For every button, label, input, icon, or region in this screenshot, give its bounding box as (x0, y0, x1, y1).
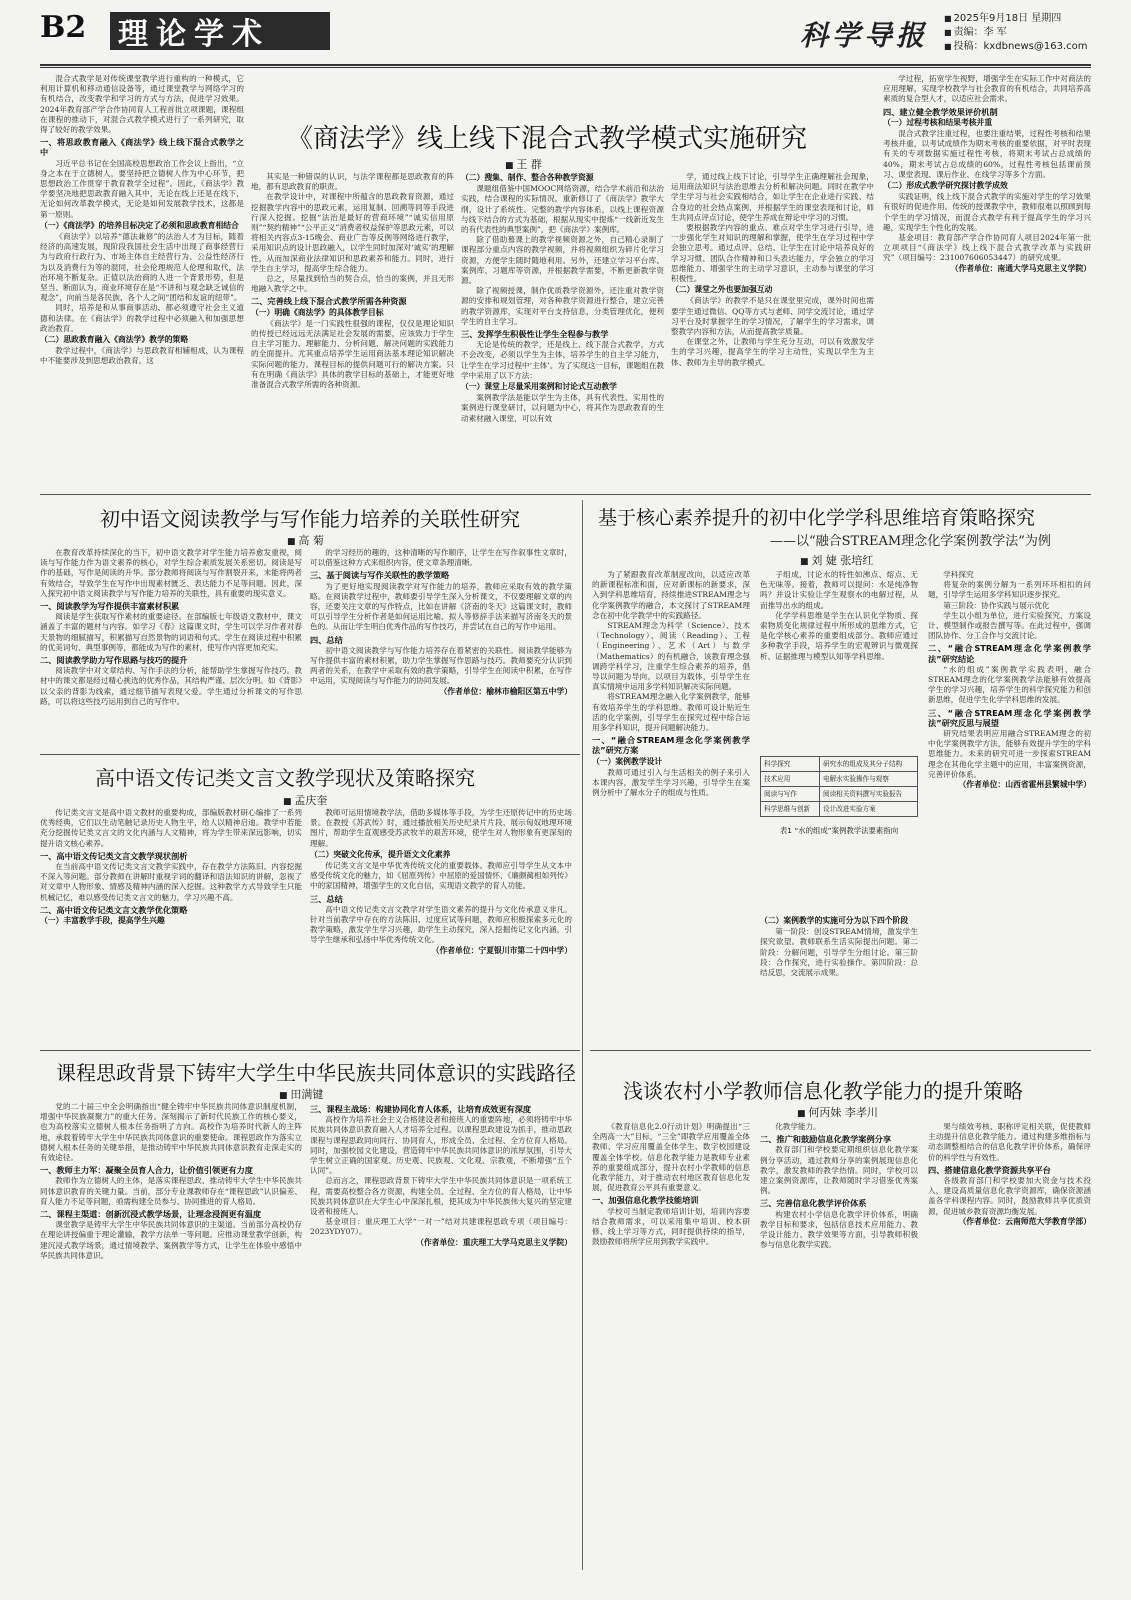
table-cell: 阅读与写作 (761, 787, 820, 802)
section-heading: 二、课程主渠道：创新沉浸式教学场景，让理念浸润更有温度 (40, 1209, 262, 1220)
article-column (760, 570, 918, 750)
paragraph: 学生以小组为单位，进行实验探究、方案设计、模型制作或报告撰写等。在此过程中，强调团队协作、分工合作与交流讨论。 (928, 610, 1091, 641)
article-column (310, 548, 572, 748)
paragraph: 第一阶段：创设STREAM情境，激发学生探究欲望。教师联系生活实际提出问题。第二阶段：分解问题，引导学生分组讨论。第三阶段：合作探究，进行实验操作。第四阶段：总结反思，交流展示成果。 (760, 927, 918, 978)
paragraph: 阅读是学生获取写作素材的重要途径。在部编版七年级语文教材中，课文涵盖了丰富的题材与内容。如学习《春》这篇课文时，学生可以学习作者对春天景物的细腻描写，积累描写自然景物的词语和句式。学生在阅读过程中积累的优美词句、典型事例等，都能成为写作的素材，使写作内容更加充实。 (40, 612, 302, 652)
paragraph: 混合式教学是对传统课堂教学进行重构的一种模式，它利用计算机和移动通信设备等，通过课堂教学与网络学习的有机结合，改变教学和学习的方式与方法，促进学习效果。2024年教育部产学合作协同育人工程首批立项课题，课程组在课程的推动下，对混合式教学模式进行了一系列研究，取得了较好的教学效果。 (40, 74, 244, 135)
paragraph: 子组成，讨论水的特性如沸点、熔点、无色无味等。接着，教师可以提问：水是纯净物吗？并设计实验让学生观察水的电解过程，从而推导出水的组成。 (760, 570, 918, 610)
table-cell: 技术应用 (761, 772, 820, 787)
section-heading: 二、完善线上线下混合式教学所需各种资源 (251, 296, 407, 307)
article-column (40, 548, 302, 748)
article-column (760, 1122, 918, 1562)
section-heading: 一、加强信息化教学技能培训 (592, 1195, 699, 1206)
table-cell: 科学思维与创新 (761, 802, 820, 817)
paragraph: 教育部门和学校要定期组织信息化教学案例分享活动，通过教师分享的案例展现信息化教学，激发教师的教学热情。同时，学校可以建立案例资源库，让教师随时学习借鉴优秀案例。 (760, 1145, 918, 1196)
section-heading: 一、阅读教学为写作提供丰富素材积累 (40, 601, 180, 612)
paragraph: 构建农村小学信息化教学评价体系，明确教学目标和要求，包括信息技术应用能力、教学设计能力、教学效果等方面，引导教师积极参与信息化教学实践。 (760, 1209, 918, 1250)
subsection-heading: （一）《商法学》的培养目标决定了必须和思政教育相结合 (40, 220, 239, 230)
author-affiliation: （作者单位：山西省霍州县繁城中学） (958, 780, 1091, 790)
section-heading: 三、“融合STREAM理念化学案例教学法”研究反思与展望 (928, 707, 1091, 728)
author-affiliation: （作者单位：重庆理工大学马克思主义学院） (416, 1237, 572, 1247)
paragraph: 混合式教学注重过程，也要注重结果，过程性考核和结果考核并重，以考试成绩作为期末考核的重要依据，对平时表现有关的专项数据实施过程性考核，将期末考试占总成绩的40%，期末考试占总成绩的60%，过程性考核包括课前预习、课堂表现、课后作业、在线学习等多个方面。 (883, 129, 1091, 179)
article-column (40, 74, 244, 488)
header-rule-thin (40, 67, 1091, 68)
paragraph: 学科探究 (943, 570, 974, 579)
article-column (40, 1102, 302, 1562)
section-heading: 一、“融合STREAM理念化学案例教学法”研究方案 (592, 735, 750, 756)
paragraph: 为了更好地实现阅读教学对写作能力的培养，教师应采取有效的教学策略。在阅读教学过程中，教师要引导学生深入分析课文，不仅要理解文章的内容，还要关注文章的写作特点，比如在讲解《济南的冬天》这篇课文时，教师可以引导学生分析作者是如何运用比喻、拟人等修辞手法来描写济南冬天的景色的。从而让学生明白优秀作品的写作技巧，并尝试在自己的写作中运用。 (310, 581, 572, 632)
section-heading: 二、高中语文传记类文言文教学优化策略 (40, 904, 188, 915)
paragraph: 在课堂之外，让教师与学生充分互动，可以有效激发学生的学习兴趣，提高学生的学习主动性，实现以学生为主体、教师为主导的教学模式。 (671, 337, 874, 367)
paragraph: 《商法学》的教学不是只在课堂里完成，课外时间也需要学生通过微信、QQ等方式与老师、同学交流讨论，通过学习平台及时掌握学生的学习情况，了解学生的学习需求，调整教学内容和方法，从而提高教学质量。 (671, 296, 874, 337)
paragraph: 案例教学法是能以学生为主体，具有代表性、实用性的案例进行课堂研讨，以问题为中心，将其作为思政教育的生动素材融入课堂，可以有效 (461, 393, 664, 423)
subsection-heading: （一）明确《商法学》的具体教学目标 (251, 307, 384, 317)
article-author: ■ 孟庆奎 (283, 792, 327, 808)
table-cell: 阅读相关资料撰写实验报告 (820, 787, 918, 802)
paragraph: 党的二十届三中全会明确指出“健全铸牢中华民族共同体意识制度机制，增强中华民族凝聚力”的重大任务。深刻揭示了新时代民族工作的核心要义，也为高校落实立德树人根本任务指明了方向。高校作为培养时代新人的主阵地，承载着铸牢大学生中华民族共同体意识的重要使命。课程思政作为落实立德树人根本任务的关键举措，是推动铸牢中华民族共同体意识教育走深走实的有效途径。 (40, 1102, 302, 1163)
article-title: 基于核心素养提升的初中化学学科思维培育策略探究 (598, 507, 1036, 529)
paragraph: 研究结果表明应用融合STREAM理念的初中化学案例教学方法，能够有效提升学生的学科思维能力。未来的研究可进一步探索STREAM理念在其他化学主题中的应用，丰富案例资源，完善评价体系。 (928, 729, 1091, 779)
author-affiliation: （作者单位：榆林市榆阳区第五中学） (439, 686, 572, 696)
article-title: 高中语文传记类文言文教学现状及策略探究 (95, 766, 475, 790)
paragraph: 课题组借鉴中国MOOC网络资源，结合学术前沿和法治实践，结合课程的实际情况，重新修订了《商法学》教学大纲，设计了系统性、完整的教学内容体系，以线上课程资源与线下结合的方式为基础，根据从现实中提炼“一线新近发生的有代表性的典型案例”，把《商法学》案例库。 (461, 184, 664, 235)
paragraph: 化教学能力。 (775, 1122, 821, 1131)
paragraph: 化学学科思维是学生在认识化学物质、探索物质变化规律过程中所形成的思维方式，它是化学核心素养的重要组成部分。教师应通过多种教学手段，培养学生的宏观辨识与微观探析、证据推理与模型认知等学科思维。 (760, 610, 918, 661)
section-banner (110, 12, 330, 50)
section-heading: 四、总结 (310, 634, 343, 645)
paragraph: 教师可通过引入与生活相关的例子来引入本课内容，激发学生学习兴趣，引导学生在案例分析中了解水分子的组成与性质。 (592, 767, 750, 798)
header-rule (40, 64, 1091, 66)
paragraph: 的学习经历的趣的，这种清晰的写作顺序，让学生在写作叙事性文章时，可以借鉴这种方式来组织内容，使文章条理清晰。 (310, 548, 572, 568)
paragraph: 在教育改革持续深化的当下，初中语文教学对学生能力培养愈发重视，阅读与写作能力作为语文素养的核心，对学生综合素质发展关系密切。阅读是写作的基础，写作是阅读的升华。部分教师将阅读与写作割裂开来，未能将两者有效结合，导致学生在写作中出现素材匮乏、表达能力不足等问题。因此，深入探究初中语文阅读教学与写作能力培养的关联性，具有重要的现实意义。 (40, 548, 302, 598)
paragraph: 将复杂的案例分解为一系列环环相扣的问题，引导学生运用多学科知识逐步探究。 (928, 580, 1091, 600)
masthead: 科学导报 (800, 19, 929, 52)
section-heading: 二、阅读教学助力写作思路与技巧的提升 (40, 655, 188, 666)
paragraph: 将STREAM理念融入化学案例教学，能够有效培养学生的学科思维。教师可设计贴近生活的化学案例，引导学生在探究过程中综合运用多学科知识，提升问题解决能力。 (592, 692, 750, 733)
paragraph: 果与绩效考核、职称评定相关联，促使教师主动提升信息化教学能力。通过构建多维指标与动态调整相结合的信息化教学评价体系，确保评价的科学性与有效性。 (928, 1122, 1091, 1162)
paragraph: 教师作为立德树人的主体，是落实课程思政、推动铸牢大学生中华民族共同体意识教育的关键力量。当前，部分专业课教师存在“课程思政”认识偏差、育人能力不足等问题，亟需构建全员参与、协同推进的育人格局。 (40, 1176, 302, 1206)
paragraph: 学过程，拓宽学生视野，增强学生在实际工作中对商法的应用理解，实现学校教学与社会教育的有机结合，共同培养高素质的复合型人才，以适应社会需求。 (883, 74, 1091, 104)
subsection-heading: （二）形成式教学研究探讨教学成效 (883, 181, 1008, 191)
subsection-heading: （一）课堂上尽量采用案例和讨论式互动教学 (461, 382, 617, 392)
paragraph: 初中语文阅读教学与写作能力培养存在着紧密的关联性。阅读教学能够为写作提供丰富的素材积累，助力学生掌握写作思路与技巧。教师要充分认识到两者的关系，在教学中采取有效的教学策略，引导学生在阅读中积累，在写作中运用，实现阅读与写作能力的协同发展。 (310, 645, 572, 686)
article-column (928, 1122, 1091, 1562)
section-heading: 三、总结 (310, 893, 343, 904)
section-divider (590, 1050, 1091, 1051)
table-row (761, 802, 918, 817)
section-heading: 一、教师主力军：凝聚全员育人合力，让价值引领更有力度 (40, 1165, 253, 1176)
subsection-heading: （二）案例教学的实施可分为以下四个阶段 (760, 916, 909, 925)
section-divider (40, 1050, 580, 1051)
article-column (310, 1102, 572, 1562)
table-cell: 电解水实验操作与观察 (820, 772, 918, 787)
page-code: B2 (40, 10, 87, 45)
paragraph: 要根据教学内容的重点、难点对学生学习进行引导，进一步强化学生对知识的理解和掌握，使学生在学习过程中学会独立思考。通过点评、总结、让学生在讨论中培养良好的学习习惯、团队合作精神和口头表达能力，学会独立的学习思维能力、增强学生的主动学习意识，主动参与课堂的学习积极性。 (671, 223, 874, 284)
article-subtitle: ——以“融合STREAM理念化学案例教学法”为例 (770, 534, 1051, 549)
paragraph: 学，通过线上线下讨论，引导学生正确理解社会现象，运用商法知识与法治思维去分析和解决问题。同时在教学中学生学习与社会实践相结合，如让学生在企业进行实践、结合身边的社会热点案例，并根据学生的课堂表现和讨论，师生共同点评点讨论，使学生养成在辩论中学习的习惯。 (671, 172, 874, 222)
table-row (761, 772, 918, 787)
issue-date: ■ 2025年9月18日 星期四 (944, 12, 1087, 26)
article-title: 课程思政背景下铸牢大学生中华民族共同体意识的实践路径 (56, 1061, 576, 1085)
paragraph: “水的组成”案例教学实践表明，融合STREAM理念的化学案例教学法能够有效提高学生的学习兴趣，培养学生的科学探究能力和创新思维，促进学生化学学科思维的发展。 (928, 664, 1091, 705)
subsection-heading: （二）突破文化传承，提升语文文化素养 (310, 849, 451, 859)
section-heading: 一、高中语文传记类文言文教学现状剖析 (40, 850, 188, 861)
section-heading: 三、完善信息化教学评价体系 (760, 1198, 867, 1209)
paragraph: 为了紧跟教育改革制度改向，以适应改革的新课程标准和面，应对新课标的新要求，深入到学科思维培育，持续推进STREAM理念与化学案例教学的融合，本文探讨了STREAM理念在初中化学教学中的实践路径。 (592, 570, 750, 620)
paragraph: 同时，培养是和从事商事活动、都必须遵守社会主义道德和法律。在《商法学》的教学过程中必须融入和加强思想政治教育。 (40, 303, 244, 333)
paragraph: 《商法学》以培养“德法兼修”的法治人才为目标，随着经济的高速发展，现阶段我国社会生活中出现了商事经营行为与政府行政行为、市场主体自主经营行为、公益性经济行为以及消费行为等的混同，社会伦理规范人伦理和取代，法治环境不断复杂。正值以法治商的人进一个背景形势，但是坚当、断面认为，商业环境存在是“不讲和与观念缺乏诚信的观念”，向前当是各民族、各个人之间“团结和友谊的纽带”。 (40, 232, 244, 303)
stream-table (760, 756, 918, 817)
table-cell: 设计改进实验方案 (820, 802, 918, 817)
paragraph: 除了借助慕课上的教学视频资源之外，自己精心录制了课程部分重点内容的教学视频，并将视频组织为碎片化学习资源，方便学生随时随地利用。另外，还建立学习平台库、案例库、习题库等资源，并根据教学需要，不断更新教学资源。 (461, 235, 664, 286)
issue-meta (944, 12, 1087, 54)
table-cell: 研究水的组成及其分子结构 (820, 757, 918, 772)
column-divider (582, 500, 583, 1570)
section-heading: 四、建立健全教学效果评价机制 (883, 106, 998, 117)
paragraph: 其实是一种错误的认识，与法学课程都是思政教育的阵地，都有思政教育的职责。 (251, 172, 454, 192)
section-heading: 二、“融合STREAM理念化学案例教学法”研究结论 (928, 643, 1091, 664)
table-cell: 科学探究 (761, 757, 820, 772)
paragraph: 教师可运用情境教学法，借助多媒体等手段，为学生还原传记中的历史场景。在教授《苏武传》时，通过播放相关历史纪录片片段、展示匈奴地理环境图片，帮助学生直观感受苏武牧羊的艰苦环境，使学生对人物形象有更深刻的理解。 (310, 808, 572, 848)
article-column (928, 570, 1091, 1040)
subsection-heading: （一）丰富教学手段，提高学生兴趣 (40, 916, 165, 926)
article-author: ■ 王 群 (505, 156, 542, 172)
article-column (461, 172, 664, 488)
table-caption: 表1 “水的组成”案例教学法要素指向 (779, 826, 899, 835)
author-affiliation: （作者单位：宁夏银川市第二十四中学） (431, 945, 572, 955)
paragraph: 总之，尽量找到恰当的契合点，恰当的案例，并且无形地融入教学之中。 (251, 274, 454, 294)
table-row (761, 787, 918, 802)
paragraph: 高校作为培养社会主义合格建设者和接班人的重要阵地，必须将铸牢中华民族共同体意识教育融入人才培养全过程。以课程思政建设为抓手，推动思政课程与课程思政同向同行、协同育人，形成全员、全过程、全方位育人格局。同时，加强校园文化建设，营造铸牢中华民族共同体意识的浓厚氛围，引导大学生树立正确的国家观、历史观、民族观、文化观、宗教观，不断增强“五个认同”。 (310, 1115, 572, 1176)
table-row (761, 757, 918, 772)
figure-table (760, 756, 918, 836)
section-divider (40, 754, 580, 755)
paragraph: 基金项目：重庆理工大学“一对一”结对共建课程思政专项（项目编号：2023YDY07）。 (310, 1217, 572, 1237)
paragraph: 在教学设计中，对课程中所蕴含的思政教育资源，通过挖掘教学内容中的思政元素，运用复制、回溯等同等手段进行深入挖掘。挖掘“法治是最好的营商环境”“诚实信用原则”“契约精神”“公平正义”消费者权益保护等思政元素，可以将相关内容点3-15晚会、商业广告等反例等网络进行教学，采用知识点的设计思政融入，以学生同时加深对‘诚实’的理解性，从而加深商业法律知识和思政素养和能力。同时，进行学生自主学习，提高学生综合能力。 (251, 192, 454, 273)
subsection-heading: （二）课堂之外也要加强互动 (671, 285, 773, 295)
section-heading: 三、发挥学生积极性让学生全程参与教学 (461, 329, 609, 340)
section-title: 理论学术 (118, 17, 270, 52)
issue-editor: ■ 责编：李 军 (944, 26, 1087, 40)
paragraph: 在当前高中语文传记类文言文教学实践中，存在教学方法陈旧、内容挖掘不深入等问题。部分教师在讲解时重视字词的翻译和语法知识的讲解，忽视了对文章中人物形象、情感及精神内涵的深入挖掘。这种教学方式导致学生只能机械记忆，难以感受传记类文言文的魅力，学习兴趣不高。 (40, 862, 302, 902)
issue-email: ■ 投稿：kxdbnews@163.com (944, 40, 1087, 54)
article-author: ■ 刘 婕 张培红 (800, 552, 873, 568)
paragraph: 高中语文传记类文言文教学对学生语文素养的提升与文化传承意义非凡。针对当前教学中存在的方法陈旧、过度应试等问题，教师应积极探索多元化的教学策略，激发学生学习兴趣，助学生主动探究，深入挖掘传记文化内涵，引导学生继承和弘扬中华优秀传统文化。 (310, 904, 572, 945)
paragraph: 传记类文言文是中华优秀传统文化的重要载体。教师应引导学生从文本中感受传统文化的魅力，如《屈原列传》中屈原的爱国情怀、《廉颇蔺相如列传》中的家国精神，增强学生的文化自信，实现语文教学的育人功能。 (310, 861, 572, 891)
article-column (251, 172, 454, 488)
section-heading: 三、课程主战场：构建协同化育人体系，让培育成效更有深度 (310, 1104, 532, 1114)
article-column (40, 808, 302, 1042)
article-title: 浅谈农村小学教师信息化教学能力的提升策略 (623, 1079, 1023, 1103)
article-author: ■ 高 菊 (287, 532, 324, 548)
article-author: ■ 田满键 (279, 1086, 323, 1102)
paragraph: 传记类文言文是高中语文教材的重要构成，部编版教材研心编排了一系列优秀经典，它们以生动笔触记录历史人物生平，给人以精神启迪。教学中若能充分挖掘传记类文言文的文化内涵与人文精神，将为学生带来深远影响，切实提升语文核心素养。 (40, 808, 302, 848)
section-divider (40, 494, 1091, 495)
paragraph: 基金项目：教育部产学合作协同育人项目2024年第一批立项项目“《商法学》线上线下混合式教学改革与实践研究”（项目编号：231007606053447）的研究成果。 (883, 233, 1091, 263)
article-column (883, 74, 1091, 488)
paragraph: 总而言之，课程思政背景下铸牢大学生中华民族共同体意识是一项系统工程，需要高校整合各方资源，构建全员、全过程、全方位的育人格局，让中华民族共同体意识在大学生心中深深扎根，使其成为中华民族伟大复兴的坚定建设者和接班人。 (310, 1176, 572, 1217)
paragraph: 教学过程中，《商法学》与思政教育相辅相成，认为课程中不能要涉及到思想政治教育。这 (40, 346, 244, 366)
article-column (310, 808, 572, 1042)
paragraph: 第三阶段：协作实践与展示优化 (943, 600, 1050, 610)
subsection-heading: （二）搜集、制作、整合各种教学资源 (461, 173, 594, 182)
article-title: 初中语文阅读教学与写作能力培养的关联性研究 (100, 507, 520, 531)
paragraph: 学校可当制定教师培训计划，培训内容要结合教师需求，可以采用集中培训、校本研修、线上学习等方式，同时提供持续的指导，鼓励教师将所学应用到教学实践中。 (592, 1206, 750, 1247)
article-column (592, 570, 750, 1040)
author-affiliation: （作者单位：云南师范大学教育学部） (958, 1216, 1091, 1226)
subsection-heading: （一）过程考核和结果考核并重 (883, 117, 993, 127)
subsection-heading: （二）思政教育融入《商法学》教学的策略 (40, 335, 189, 345)
author-affiliation: （作者单位：南通大学马克思主义学院） (950, 263, 1091, 273)
paragraph: 各级教育部门和学校要加大资金与技术投入，建设高质量信息化教学资源库，确保资源涵盖各学科课程内容。同时，鼓励教师共享优质资源，促进城乡教育资源均衡发展。 (928, 1176, 1091, 1216)
paragraph: 无论是传统的教学，还是线上、线下混合式教学，方式不会改变，必须以学生为主体，培养学生的自主学习能力，让学生在学习过程中‘主体’。为了实现这一目标，课题组在教学中采用了以下方法： (461, 340, 664, 380)
section-heading: 四、搭建信息化教学资源共享平台 (928, 1164, 1051, 1175)
article-column (671, 172, 874, 488)
paragraph: 课堂教学是铸牢大学生中华民族共同体意识的主渠道。当前部分高校仍存在理论讲授偏重于理论灌输，教学方法单一等问题。应推动课堂教学创新，构建沉浸式教学场景，通过情境教学、案例教学等方式，让学生在体验中感悟中华民族共同体意识。 (40, 1220, 302, 1260)
section-heading: 三、基于阅读与写作关联性的教学策略 (310, 570, 450, 581)
article-column (592, 1122, 750, 1562)
paragraph: 实践证明，线上线下混合式教学的实施对学生的学习效果有很好的促进作用。传统的授课教学中，教师很难以照顾到每个学生的学习情况，而混合式教学有利于提高学生的学习兴趣，实现学生个性化的发展。 (883, 192, 1091, 232)
subsection-heading: （一）案例教学设计 (592, 756, 663, 766)
paragraph: 除了视频授课，制作优质教学资源外，还注重对教学资源的安排和规划管理，对各种教学资源进行整合，建立完善的教学资源库，实现对平台支持信息，分类管理优化，便利学生的自主学习。 (461, 286, 664, 326)
paragraph: 阅读教学中对文章结构、写作手法的分析，能帮助学生掌握写作技巧。教材中的课文都是经过精心挑选的优秀作品，其结构严谨、层次分明。如《背影》以父亲的背影为线索，通过细节描写表现父爱。学生通过分析课文的写作思路，可以将这些技巧运用到自己的写作中。 (40, 666, 302, 706)
article-column (760, 915, 918, 1040)
paragraph: STREAM理念为科学（Science）、技术（Technology）、阅读（Reading）、工程（Engineering）、艺术（Art）与数学（Mathematics）的有机融合，该教育理念强调跨学科学习，注重学生综合素养的培养，倡导以问题为导向、以项目为载体，引导学生在真实情境中运用多学科知识解决实际问题。 (592, 621, 750, 692)
paragraph: 《教育信息化2.0行动计划》明确提出“三全两高一大”目标，“三全”即教学应用覆盖全体教师、学习应用覆盖全体学生、数字校园建设覆盖全体学校。信息化教学能力是教师专业素养的重要组成部分，提升农村小学教师的信息化教学能力，对于推动农村地区教育信息化发展，促进教育公平具有重要意义。 (592, 1122, 750, 1193)
article-author: ■ 何丙妹 李孝川 (797, 1104, 878, 1120)
article-title: 《商法学》线上线下混合式教学模式实施研究 (287, 124, 808, 154)
paragraph: 《商法学》是一门实践性很强的课程，仅仅是理论知识的传授已经远远无法满足社会发展的需要，应该致力于学生自主学习能力、理解能力、分析问题、解决问题的实践能力的全面提升。尤其重点培养学生运用商法基本理论知识解决实际问题的能力。课程目标的提供问题可行的解决方案。只有在明确《商法学》具体的教学目标的基础上，才能更好地准备混合式教学所需的各种资源。 (251, 318, 454, 390)
paragraph: 习近平总书记在全国高校思想政治工作会议上指出，“立身之本在于立德树人，要坚持把立德树人作为中心环节，把思想政治工作贯穿于教育教学全过程”。因此，《商法学》教学要坚决地把思政教育融入其中，无论在线上还是在线下，无论如何改革教学模式，无论是如何发展教学技术，这都是第一原则。 (40, 158, 244, 219)
section-heading: 二、推广和鼓励信息化教学案例分享 (760, 1134, 892, 1145)
section-heading: 一、将思政教育融入《商法学》线上线下混合式教学之中 (40, 137, 244, 158)
